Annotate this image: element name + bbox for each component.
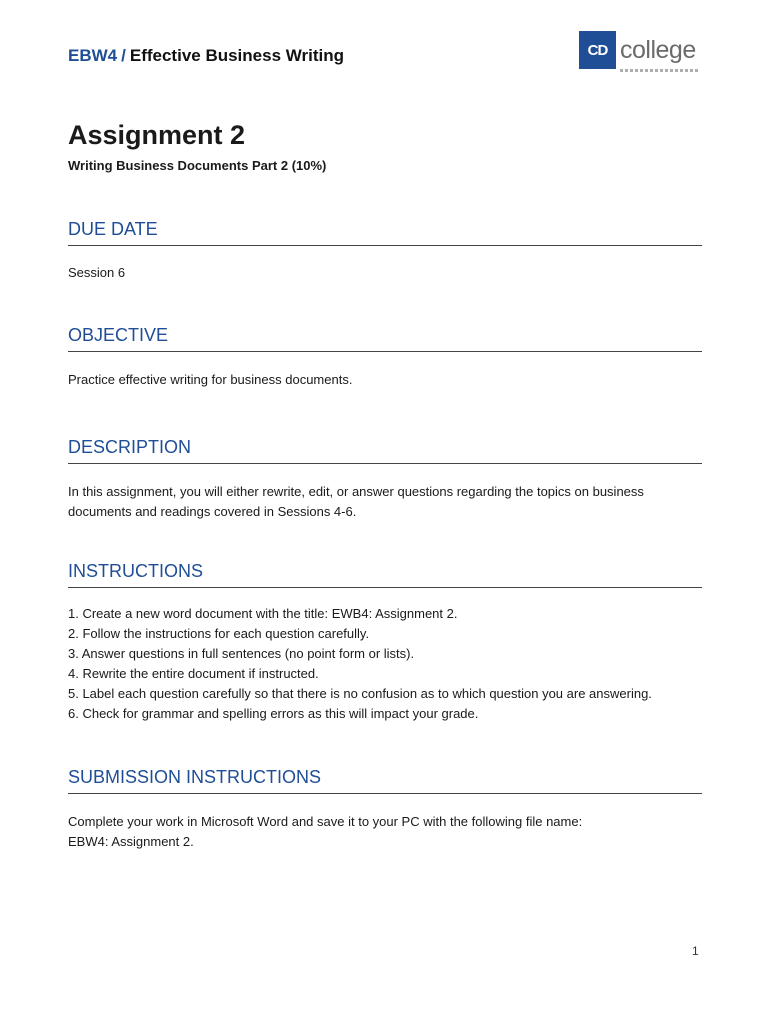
list-item: 5. Label each question carefully so that there is no confusion as to which question you are answering. [68, 686, 652, 701]
section-heading: DUE DATE [68, 219, 158, 239]
college-logo [579, 31, 699, 79]
section-body: Practice effective writing for business documents. [68, 372, 353, 387]
section-divider [68, 463, 702, 464]
list-item: 3. Answer questions in full sentences (no point form or lists). [68, 646, 415, 661]
section-body: Session 6 [68, 265, 126, 280]
page-title: Assignment 2 [68, 120, 246, 150]
submission-line: EBW4: Assignment 2. [68, 834, 194, 849]
list-item: 2. Follow the instructions for each question carefully. [68, 626, 370, 641]
list-item: 4. Rewrite the entire document if instructed. [68, 666, 319, 681]
section-divider [68, 245, 702, 246]
page-subtitle: Writing Business Documents Part 2 (10%) [68, 158, 327, 173]
section-heading: INSTRUCTIONS [68, 561, 203, 581]
list-item: 6. Check for grammar and spelling errors as this will impact your grade. [68, 706, 479, 721]
section-divider [68, 793, 702, 794]
course-header [68, 46, 344, 66]
logo-wordmark: college [620, 36, 696, 64]
page-number: 1 [692, 944, 699, 958]
logo-tagline [620, 69, 698, 72]
section-instructions [68, 559, 702, 724]
section-submission [68, 765, 702, 852]
logo-mark-text: CD [587, 41, 608, 59]
section-heading: DESCRIPTION [68, 437, 192, 457]
header-separator: / [121, 46, 126, 65]
section-divider [68, 351, 702, 352]
section-objective [68, 323, 702, 390]
submission-line: Complete your work in Microsoft Word and save it to your PC with the following file name: [68, 814, 583, 829]
section-divider [68, 587, 702, 588]
section-heading: SUBMISSION INSTRUCTIONS [68, 767, 322, 787]
section-heading: OBJECTIVE [68, 325, 169, 345]
list-item: 1. Create a new word document with the title: EWB4: Assignment 2. [68, 606, 458, 621]
course-name: Effective Business Writing [129, 46, 344, 65]
instructions-list [68, 604, 702, 724]
section-description [68, 435, 702, 522]
logo-mark [579, 31, 616, 69]
section-body: In this assignment, you will either rewrite, edit, or answer questions regarding the topics on business documents and readings covered in Sessions 4-6. [68, 484, 644, 519]
section-due-date [68, 217, 702, 283]
course-code: EBW4 [68, 46, 118, 65]
section-body [68, 812, 702, 852]
